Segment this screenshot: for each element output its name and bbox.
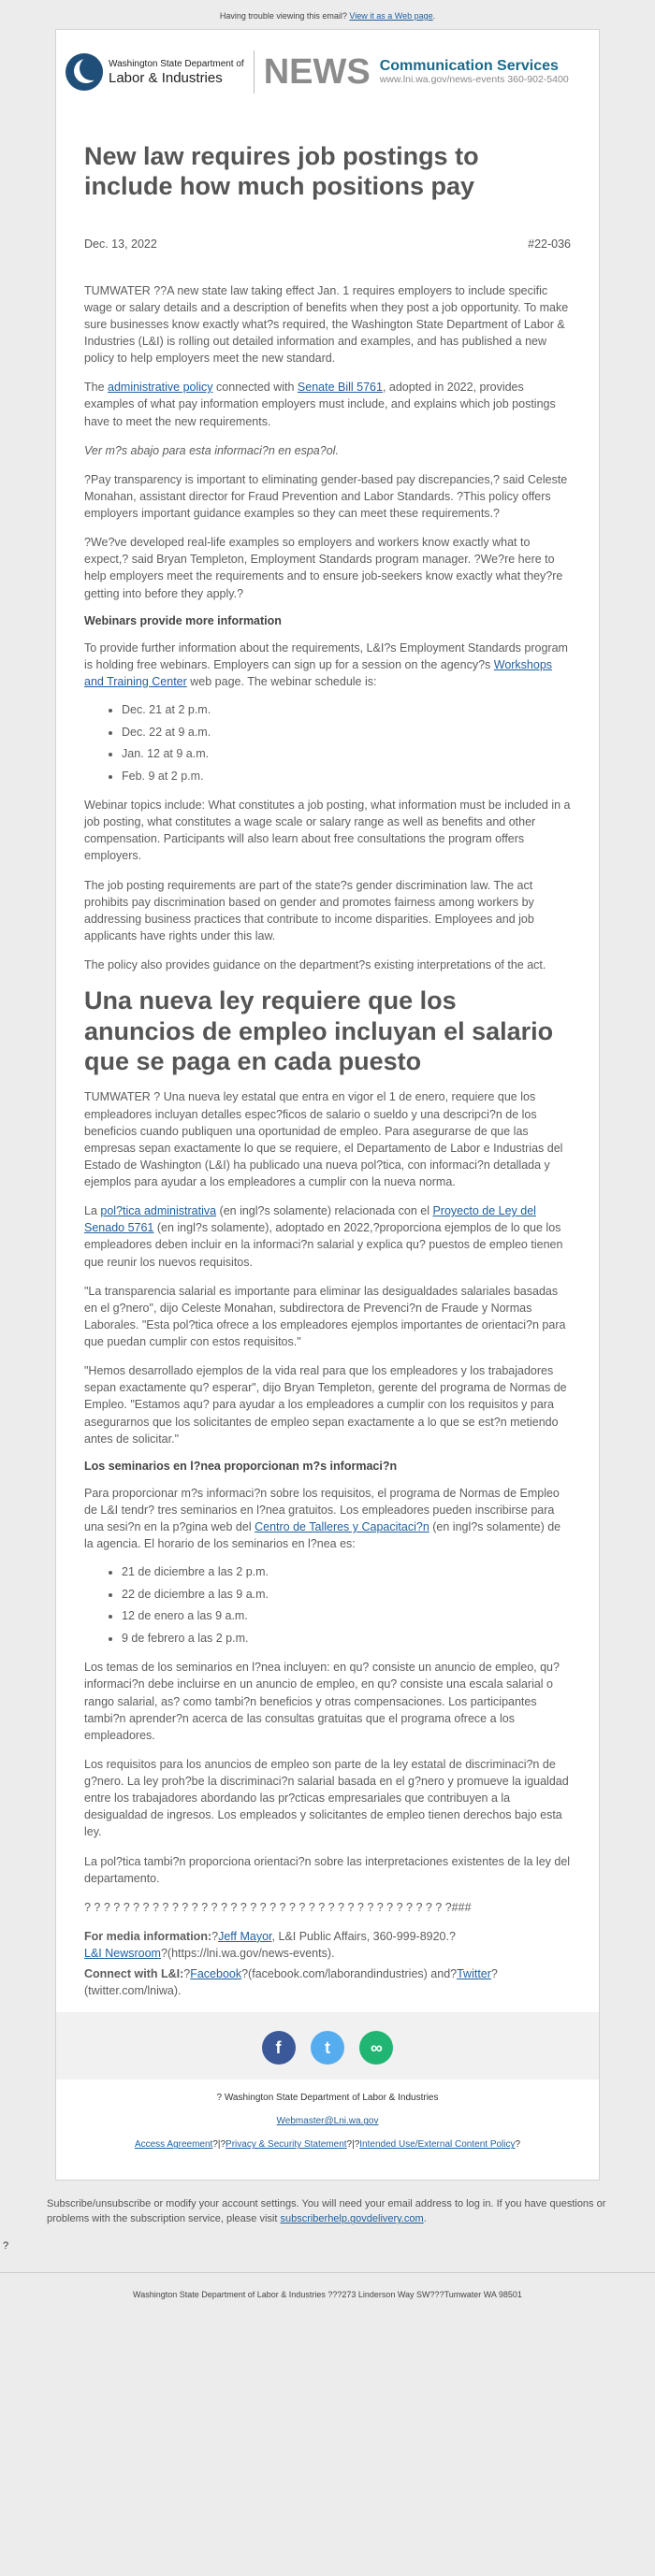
paragraph: "La transparencia salarial es importante para eliminar las desigualdades salariales basadas en el g?nero", dijo Celeste Monahan, subdirectora de Prevenci?n de Fraude y Normas Laborales. "Esta pol?tica ofrece a los empleadores ejemplos importantes de orientaci?n para que puedan cumplir con estos requisitos."	[84, 1284, 566, 1349]
social-share-bar	[56, 2012, 599, 2080]
end-separator: ? ? ? ? ? ? ? ? ? ? ? ? ? ? ? ? ? ? ? ? ? ? ? ? ? ? ? ? ? ? ? ? ? ? ? ? ? ?###	[84, 1900, 472, 1914]
centro-talleres-link[interactable]: Centro de Talleres y Capacitaci?n	[255, 1520, 429, 1534]
paragraph: Los requisitos para los anuncios de empleo son parte de la ley estatal de discriminaci?n de g?nero. La ley proh?be la discriminaci?n salarial basada en el g?nero y promueve la igualdad entre los trabajadores abordando las pr?cticas empresariales que contribuyen a la desigualdad de ingresos. Los empleados y solicitantes de empleo tienen derechos bajo esta ley.	[84, 1757, 569, 1839]
paragraph: Los temas de los seminarios en l?nea incluyen: en qu? consiste un anuncio de empleo, qu? informaci?n debe incluirse en un anuncio de empleo, en qu? consiste una escala salarial o rango salarial, as? como tambi?n beneficios y otras compensaciones. Los participantes tambi?n aprender?n acerca de las consultas gratuitas que el programa ofrece a los empleadores.	[84, 1661, 560, 1742]
list-item: • Jan. 12 at 9 a.m.	[122, 746, 571, 763]
article-body	[56, 142, 599, 1999]
webinar-schedule	[84, 702, 571, 784]
seminars-heading: Los seminarios en l?nea proporcionan m?s informaci?n	[84, 1459, 398, 1473]
paragraph: La pol?tica tambi?n proporciona orientaci?n sobre las interpretaciones existentes de la ley del departamento.	[84, 1854, 571, 1885]
newsroom-link[interactable]: L&I Newsroom	[84, 1947, 161, 1961]
subscriber-help-link[interactable]: subscriberhelp.govdelivery.com	[280, 2213, 424, 2225]
email-card	[55, 29, 600, 2180]
paragraph: The job posting requirements are part of the state?s gender discrimination law. The act prohibits pay discrimination based on gender and promotes fairness among workers by addressing business practices that contribute to income disparities. Employees and job applicants have rights under this law.	[84, 878, 534, 943]
list-item: • 9 de febrero a las 2 p.m.	[122, 1631, 571, 1648]
subscription-notice: Subscribe/unsubscribe or modify your account settings. You will need your email address to log in. If you have questions or problems with the subscription service, please visit subscriberhelp.govdelivery.com.	[47, 2198, 606, 2225]
list-item: • 21 de diciembre a las 2 p.m.	[122, 1564, 571, 1581]
release-number: #22-036	[528, 237, 571, 251]
stray-char: ?	[3, 2240, 9, 2252]
copyright: ? Washington State Department of Labor & Industries	[216, 2093, 439, 2104]
agency-name: Washington State Department of Labor & Industries	[109, 58, 244, 86]
list-item: • 12 de enero a las 9 a.m.	[122, 1608, 571, 1625]
dateline	[84, 237, 571, 251]
header-divider	[254, 50, 255, 94]
masthead	[56, 30, 599, 99]
paragraph: Para proporcionar m?s informaci?n sobre los requisitos, el programa de Normas de Empleo de L&I tendr? tres seminarios en l?nea gratuitos. Los empleadores pueden inscribirse para una sesi?n en la p?gina web del Centro de Talleres y Capacitaci?n (en ingl?s solamente) de la agencia. El horario de los seminarios en l?nea es:	[84, 1486, 561, 1551]
facebook-link[interactable]: Facebook	[190, 1967, 242, 1981]
jeff-mayor-link[interactable]: Jeff Mayor	[218, 1929, 272, 1943]
politica-administrativa-link[interactable]: pol?tica administrativa	[100, 1204, 217, 1218]
workshops-link[interactable]: Workshops and Training Center	[84, 657, 553, 688]
spanish-notice: Ver m?s abajo para esta informaci?n en espa?ol.	[84, 443, 339, 457]
access-agreement-link[interactable]: Access Agreement	[134, 2139, 213, 2151]
news-wordmark: NEWS	[263, 51, 371, 92]
communication-services: Communication Services www.lni.wa.gov/news-events 360-902-5400	[379, 58, 569, 86]
paragraph: The administrative policy connected with Senate Bill 5761, adopted in 2022, provides examples of what pay information employers must include, and explains which job postings have to meet the new requirements.	[84, 381, 556, 428]
paragraph: The policy also provides guidance on the department?s existing interpretations of the act.	[84, 958, 546, 972]
webinars-heading: Webinars provide more information	[84, 613, 282, 627]
webmaster-email-link[interactable]: Webmaster@Lni.wa.gov	[276, 2116, 379, 2127]
list-item: • Feb. 9 at 2 p.m.	[122, 769, 571, 785]
paragraph: ?We?ve developed real-life examples so employers and workers know exactly what to expect,? said Bryan Templeton, Employment Standards program manager. ?We?re here to help employers meet the requirements and to ensure job-seekers know exactly what they?re getting into before they apply.?	[84, 536, 563, 600]
administrative-policy-link[interactable]: administrative policy	[108, 381, 213, 395]
senate-bill-link[interactable]: Senate Bill 5761	[297, 381, 383, 395]
spanish-title: Una nueva ley requiere que los anuncios de empleo incluyan el salario que se paga en cada puesto	[84, 986, 554, 1075]
paragraph: "Hemos desarrollado ejemplos de la vida real para que los empleadores y los trabajadores sepan exactamente qu? esperar", dijo Bryan Templeton, gerente del programa de Normas de Empleo. "Estamos aqu? para ayudar a los empleadores a cumplir con los requisitos y para asegurarnos que los solicitantes de empleo sepan exactamente a lo que se est?n metiendo antes de solicitar."	[84, 1364, 567, 1446]
release-date: Dec. 13, 2022	[84, 237, 157, 251]
list-item: • 22 de diciembre a las 9 a.m.	[122, 1587, 571, 1604]
proyecto-de-ley-link[interactable]: Proyecto de Ley del Senado 5761	[84, 1204, 536, 1235]
paragraph: TUMWATER ??A new state law taking effect Jan. 1 requires employers to include specific wage or salary details and a description of benefits when they post a job opportunity. To make sure businesses know exactly what?s required, the Washington State Department of Labor & Industries (L&I) is rolling out detailed information and examples, and has published a new policy to help employers meet the new standard.	[84, 283, 569, 366]
twitter-icon[interactable]: t	[311, 2031, 344, 2065]
list-item: • Dec. 22 at 9 a.m.	[122, 725, 571, 741]
media-contacts: For media information:?Jeff Mayor, L&I Public Affairs, 360-999-8920.? L&I Newsroom?(https://lni.wa.gov/news-events). Connect with L&I:?Facebook?(facebook.com/laborandindustries) and?Twitter?(twitter.com/lniwa).	[84, 1929, 498, 1998]
paragraph: To provide further information about the requirements, L&I?s Employment Standards program is holding free webinars. Employers can sign up for a session on the agency?s Workshops and Training Center web page. The webinar schedule is:	[84, 640, 568, 688]
twitter-link[interactable]: Twitter	[457, 1967, 491, 1981]
paragraph: La pol?tica administrativa (en ingl?s solamente) relacionada con el Proyecto de Ley del Senado 5761 (en ingl?s solamente), adoptado en 2022,?proporciona ejemplos de lo que los empleadores deben incluir en la informaci?n salarial y explica qu? puestos de empleo tienen que reunir los nuevos requisitos.	[84, 1204, 563, 1269]
list-item: • Dec. 21 at 2 p.m.	[122, 702, 571, 719]
view-web-page-link[interactable]: View it as a Web page	[349, 11, 433, 21]
footer: ? Washington State Department of Labor & Industries Webmaster@Lni.wa.gov Access Agreement?|?Privacy & Security Statement?|?Intended Use/External Content Policy?	[56, 2080, 599, 2150]
lni-logo-icon	[66, 53, 103, 91]
intended-use-link[interactable]: Intended Use/External Content Policy	[359, 2139, 516, 2151]
link-icon[interactable]: ∞	[359, 2031, 393, 2065]
seminar-schedule	[84, 1564, 571, 1647]
privacy-link[interactable]: Privacy & Security Statement	[226, 2139, 347, 2151]
preheader: Having trouble viewing this email? View it as a Web page.	[219, 11, 436, 21]
facebook-icon[interactable]: f	[262, 2031, 296, 2065]
paragraph: ?Pay transparency is important to eliminating gender-based pay discrepancies,? said Celeste Monahan, assistant director for Fraud Prevention and Labor Standards. ?This policy offers employers important guidance examples so they can meet these requirements.?	[84, 472, 568, 521]
paragraph: TUMWATER ? Una nueva ley estatal que entra en vigor el 1 de enero, requiere que los empleadores incluyan detalles espec?ficos de salario o sueldo y una descripci?n de los beneficios cuando publiquen una oportunidad de empleo. Para asegurarse de que las empresas sepan exactamente lo que se requiere, el Departamento de Labor e Industrias del Estado de Washington (L&I) ha publicado una nueva pol?tica, con informaci?n detallada y ejemplos para ayudar a los empleadores a cumplir con la nueva norma.	[84, 1090, 563, 1189]
article-title: New law requires job postings to include how much positions pay	[84, 142, 479, 200]
postal-address: Washington State Department of Labor & Industries ???273 Linderson Way SW???Tumwater WA 98501	[0, 2272, 655, 2312]
paragraph: Webinar topics include: What constitutes a job posting, what information must be included in a job posting, what constitutes a wage scale or salary range as well as benefits and other compensation. Participants will also learn about free consultations the program offers employers.	[84, 799, 571, 863]
